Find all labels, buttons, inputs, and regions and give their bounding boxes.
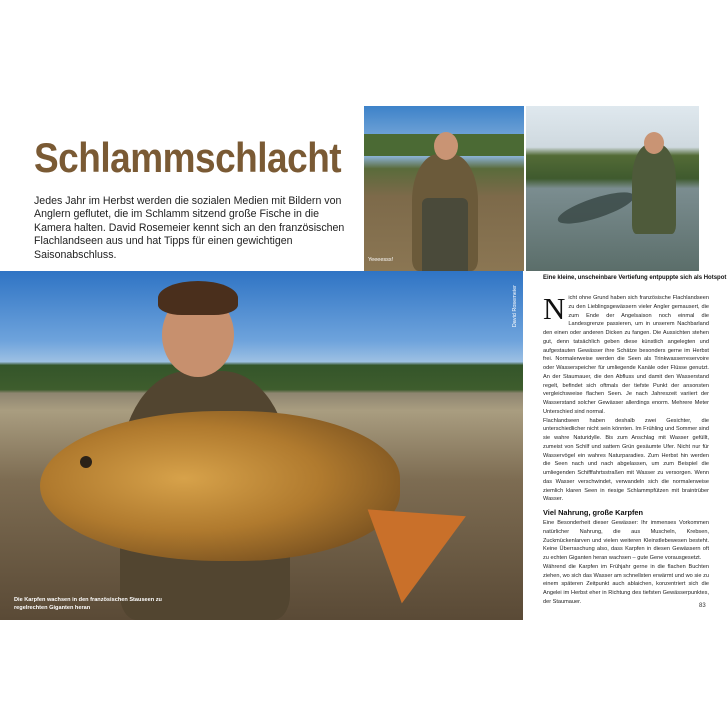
photo-angler-landing-net (526, 106, 699, 271)
page-title: Schlammschlacht (34, 135, 342, 182)
body-paragraph-2: Flachlandseen haben deshalb zwei Gesichter, die unterschiedlicher nicht sein könnten. Im Frühling und Sommer sind sie wahre Naturidylle. Bis zum Anschlag mit Wasser gefüllt, zumeist von Schilf und sattem Grün gesäumte Ufer. Nicht nur für Wasservögel ein wahres Naturparadies. Zum Herbst hin werden die Seen nach und nach abgelassen, um zum Beispiel die umliegenden Schifffahrtsstraßen mit Wasser zu versorgen. Wenn das Wasser verschwindet, verwandeln sich die normalerweise ziemlich klaren Seen in riesige Schlammpfützen mit braintrüber Wasser. (543, 417, 709, 503)
angler-hair (158, 281, 238, 315)
article-body (543, 291, 709, 607)
carp-fish (40, 411, 400, 561)
angler-head (434, 132, 458, 160)
body-paragraph-4: Während die Karpfen im Frühjahr gerne in die flachen Buchten ziehen, wo sich das Wasser am schnellsten erwärmt und wo sie zu einem späteren Zeitpunkt auch ablaichen, konzentriert sich die Angelei im Herbst eher in Richtung des tiefsten Gewässerpunktes, der Staumauer. (543, 563, 709, 605)
angler-waders (422, 198, 468, 271)
photo-angler-with-carp (0, 271, 523, 620)
section-subhead: Viel Nahrung, große Karpfen (543, 508, 644, 517)
landing-net (555, 186, 637, 230)
photo-credit: David Rosemeier (512, 285, 518, 328)
angler-in-water (632, 144, 676, 234)
page-number: 83 (699, 603, 706, 609)
lead-paragraph: Jedes Jahr im Herbst werden die sozialen Medien mit Bildern von Anglern geflutet, die im Schlamm sitzend große Fische in die Kamera halten. David Rosemeier kennt sich an den französischen Flachlandseen aus und hat Tipps für einen gewichtigen Saisonabschluss. (34, 195, 345, 261)
body-paragraph-3: Eine Besonderheit dieser Gewässer: Ihr immenses Vorkommen natürlicher Nahrung, die aus Muscheln, Krebsen, Zuckmückenlarven und vielen weiteren Kleinstlebewesen besteht. Keine Überraschung also, dass Karpfen in diesen Gewässern oft zu echten Giganten heran wachsen – gute Gene vorausgesetzt. (543, 520, 709, 561)
photo2-caption: Eine kleine, unscheinbare Vertiefung entpuppte sich als Hotspot (543, 275, 727, 281)
photo1-caption: Yeeeesss! (368, 257, 394, 263)
drop-cap: N (543, 291, 566, 326)
carp-eye (80, 456, 92, 468)
body-paragraph-1: icht ohne Grund haben sich französische Flachlandseen zu den Lieblingsgewässern vieler Angler gemausert, die zum Ende der Angelsaison noch einmal die Landesgrenze passieren, um in unserem Nachbarland den einen oder anderen Dicken zu fangen. Die Aussichten stehen gut, denn tatsächlich geben diese künstlich angelegten und aufgestauten Gewässer ihre Schätze besonders gerne im Herbst frei. Normalerweise werden die Seen als Trinkwasserreservoire oder Wasserspeicher für umliegende Kanäle oder Flüsse genutzt. An der Staumauer, die den Abfluss und damit den Wasserstand regelt, befindet sich oftmals der tiefste Punkt der ansonsten vergleichsweise flachen Seen. Je nach Jahreszeit variiert der Wasserstand solcher Gewässer allerdings enorm. Mehrere Meter Unterschied sind normal. (543, 295, 709, 415)
photo-angler-cheering (364, 106, 524, 271)
photo3-caption: Die Karpfen wachsen in den französischen Stauseen zu regelrechten Giganten heran (14, 597, 162, 611)
angler2-head (644, 132, 664, 154)
